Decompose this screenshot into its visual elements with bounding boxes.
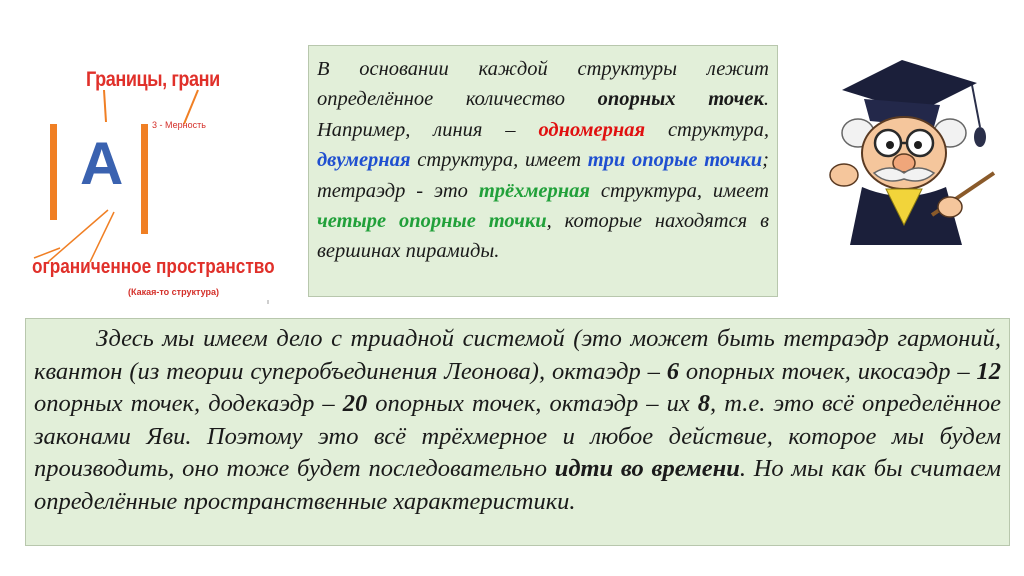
text-run: В основании каждой структуры лежит определённое количество: [317, 58, 769, 111]
left-boundary-bar: [50, 124, 57, 220]
top-paragraph: [317, 54, 769, 267]
text-run: опорных точек, додекаэдр –: [34, 390, 343, 418]
space-label: ограниченное пространство: [32, 255, 275, 278]
bold-number: 12: [976, 357, 1001, 385]
text-run: опорных точек, октаэдр – их: [367, 390, 698, 418]
dimension-label: 3 - Мерность: [152, 120, 206, 130]
text-run: , которые находятся в вершинах пирамиды.: [317, 210, 769, 263]
text-run: структура, имеет: [589, 179, 769, 202]
diagram-letter: A: [80, 130, 124, 197]
text-run: . Например, линия –: [317, 88, 769, 141]
dimension-diagram: [28, 62, 303, 307]
text-run: структура, имеет: [410, 149, 588, 172]
text-run: структура,: [645, 118, 769, 141]
bold-number: 20: [342, 390, 368, 418]
text-run: опорных точек, икосаэдр –: [679, 357, 977, 385]
structure-label: (Какая-то структура): [128, 287, 219, 297]
bottom-paragraph: [34, 323, 1001, 519]
bold-phrase: идти во времени: [554, 455, 740, 483]
text-run: , т.е. это всё определённое законами Яви. Поэтому это всё трёхмерное и любое действие, которое мы будем производить, оно тоже будет последовательно: [34, 390, 1001, 483]
professor-icon: [822, 55, 1002, 255]
bold-number: 8: [697, 390, 711, 418]
blue-term: три опорые точки: [587, 149, 763, 172]
text-run: . Но мы как бы считаем определённые пространственные характеристики.: [34, 455, 1001, 515]
bold-term: опорных точек: [597, 88, 764, 111]
bold-number: 6: [666, 357, 680, 385]
red-term: одномерная: [538, 118, 646, 141]
right-boundary-bar: [141, 124, 148, 234]
diagram-title: Границы, грани: [86, 68, 220, 91]
blue-term: двумерная: [317, 149, 411, 172]
text-run: ; тетраэдр - это: [317, 149, 769, 202]
green-term: трёхмерная: [478, 179, 590, 202]
text-run: Здесь мы имеем дело с триадной системой (это может быть тетраэдр гармоний, квантон (из теории суперобъединения Леонова), октаэдр –: [34, 325, 1001, 385]
bottom-text-box: [25, 318, 1010, 546]
top-text-box: [308, 45, 778, 297]
green-term: четыре опорные точки: [317, 210, 547, 233]
